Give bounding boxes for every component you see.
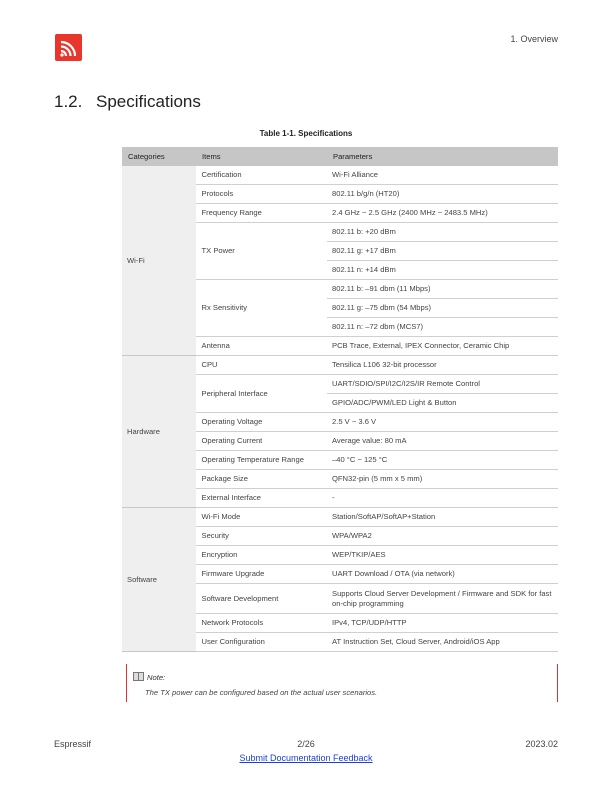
parameter-cell: Wi-Fi Alliance	[327, 166, 558, 185]
note-label: Note:	[147, 673, 166, 682]
item-cell: Certification	[196, 166, 327, 185]
parameter-cell: QFN32-pin (5 mm x 5 mm)	[327, 470, 558, 489]
item-cell: Wi-Fi Mode	[196, 508, 327, 527]
parameter-cell: UART/SDIO/SPI/I2C/I2S/IR Remote Control	[327, 375, 558, 394]
category-cell: Software	[122, 508, 196, 652]
parameter-cell: 2.5 V ~ 3.6 V	[327, 413, 558, 432]
item-cell: Encryption	[196, 546, 327, 565]
item-cell: Firmware Upgrade	[196, 565, 327, 584]
table-caption: Table 1-1. Specifications	[259, 129, 353, 138]
submit-feedback-link[interactable]: Submit Documentation Feedback	[239, 753, 373, 763]
table-header-row	[122, 147, 558, 166]
parameter-cell: Station/SoftAP/SoftAP+Station	[327, 508, 558, 527]
item-cell: Frequency Range	[196, 204, 327, 223]
parameter-cell: IPv4, TCP/UDP/HTTP	[327, 614, 558, 633]
parameter-cell: PCB Trace, External, IPEX Connector, Ceramic Chip	[327, 337, 558, 356]
wifi-logo-icon	[55, 34, 82, 61]
parameter-cell: Average value: 80 mA	[327, 432, 558, 451]
header-categories: Categories	[122, 147, 196, 166]
parameter-cell: GPIO/ADC/PWM/LED Light & Button	[327, 394, 558, 413]
item-cell: Operating Current	[196, 432, 327, 451]
parameter-cell: WEP/TKIP/AES	[327, 546, 558, 565]
parameter-cell: 802.11 g: –75 dbm (54 Mbps)	[327, 299, 558, 318]
parameter-cell: 802.11 b/g/n (HT20)	[327, 185, 558, 204]
header-parameters: Parameters	[327, 147, 558, 166]
item-cell: TX Power	[196, 223, 327, 280]
parameter-cell: 802.11 g: +17 dBm	[327, 242, 558, 261]
parameter-cell: WPA/WPA2	[327, 527, 558, 546]
note-box	[126, 664, 558, 702]
item-cell: External Interface	[196, 489, 327, 508]
item-cell: Operating Temperature Range	[196, 451, 327, 470]
section-heading: Specifications	[96, 92, 201, 111]
item-cell: Network Protocols	[196, 614, 327, 633]
item-cell: Package Size	[196, 470, 327, 489]
item-cell: Peripheral Interface	[196, 375, 327, 413]
parameter-cell: -	[327, 489, 558, 508]
footer-date: 2023.02	[525, 739, 558, 749]
item-cell: Security	[196, 527, 327, 546]
item-cell: Software Development	[196, 584, 327, 614]
section-title	[54, 92, 201, 112]
item-cell: Operating Voltage	[196, 413, 327, 432]
parameter-cell: –40 °C ~ 125 °C	[327, 451, 558, 470]
section-number: 1.2.	[54, 92, 83, 111]
parameter-cell: 2.4 GHz ~ 2.5 GHz (2400 MHz ~ 2483.5 MHz)	[327, 204, 558, 223]
item-cell: User Configuration	[196, 633, 327, 652]
parameter-cell: 802.11 b: –91 dbm (11 Mbps)	[327, 280, 558, 299]
book-icon	[133, 672, 144, 681]
running-header: 1. Overview	[510, 34, 558, 44]
espressif-logo	[55, 34, 82, 61]
specifications-table	[122, 147, 558, 652]
category-cell: Wi-Fi	[122, 166, 196, 356]
parameter-cell: 802.11 b: +20 dBm	[327, 223, 558, 242]
footer-company: Espressif	[54, 739, 92, 749]
parameter-cell: AT Instruction Set, Cloud Server, Android/iOS App	[327, 633, 558, 652]
parameter-cell: 802.11 n: +14 dBm	[327, 261, 558, 280]
parameter-cell: 802.11 n: –72 dbm (MCS7)	[327, 318, 558, 337]
footer-page-number: 2/26	[297, 739, 315, 749]
item-cell: Protocols	[196, 185, 327, 204]
note-body: The TX power can be configured based on the actual user scenarios.	[145, 688, 378, 697]
category-cell: Hardware	[122, 356, 196, 508]
header-items: Items	[196, 147, 327, 166]
item-cell: CPU	[196, 356, 327, 375]
item-cell: Antenna	[196, 337, 327, 356]
table-row	[122, 356, 558, 375]
parameter-cell: Supports Cloud Server Development / Firmware and SDK for fast on-chip programming	[327, 584, 558, 614]
item-cell: Rx Sensitivity	[196, 280, 327, 337]
parameter-cell: UART Download / OTA (via network)	[327, 565, 558, 584]
parameter-cell: Tensilica L106 32-bit processor	[327, 356, 558, 375]
table-row	[122, 508, 558, 527]
note-title	[133, 672, 165, 682]
table-row	[122, 166, 558, 185]
